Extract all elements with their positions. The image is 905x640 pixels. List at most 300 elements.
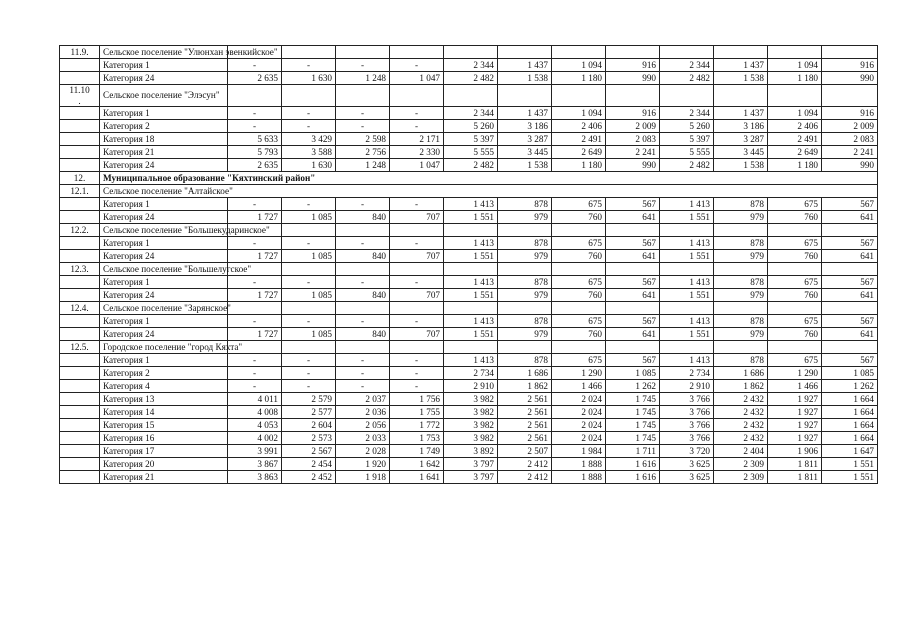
row-code-cell xyxy=(60,276,100,289)
value-cell: 2 910 xyxy=(444,380,498,393)
value-cell: 979 xyxy=(498,250,552,263)
empty-cell xyxy=(390,341,444,354)
value-cell: 675 xyxy=(552,237,606,250)
value-cell: 760 xyxy=(552,328,606,341)
value-cell: 1 755 xyxy=(390,406,444,419)
row-code-cell: 11.9. xyxy=(60,46,100,59)
value-cell: 1 927 xyxy=(768,419,822,432)
value-cell: - xyxy=(228,315,282,328)
value-cell: 2 635 xyxy=(228,72,282,85)
value-cell: 1 551 xyxy=(660,328,714,341)
empty-cell xyxy=(606,302,660,315)
value-cell: 1 927 xyxy=(768,432,822,445)
value-cell: - xyxy=(282,380,336,393)
value-cell: 3 766 xyxy=(660,432,714,445)
value-cell: 641 xyxy=(822,211,878,224)
row-name-cell: Сельское поселение "Элэсун" xyxy=(100,85,228,107)
value-cell: 2 344 xyxy=(444,107,498,120)
row-code-cell xyxy=(60,72,100,85)
empty-cell xyxy=(282,302,336,315)
value-cell: 1 551 xyxy=(660,211,714,224)
value-cell: 567 xyxy=(822,315,878,328)
value-cell: - xyxy=(282,276,336,289)
row-code-cell: 12. xyxy=(60,172,100,185)
value-cell: 2 573 xyxy=(282,432,336,445)
value-cell: 567 xyxy=(606,198,660,211)
empty-cell xyxy=(498,263,552,276)
value-cell: 1 727 xyxy=(228,250,282,263)
row-name-cell: Сельское поселение "Улюнхан эвенкийское" xyxy=(100,46,228,59)
section-row xyxy=(60,85,878,107)
empty-cell xyxy=(660,302,714,315)
value-cell: - xyxy=(228,59,282,72)
empty-cell xyxy=(444,263,498,276)
value-cell: 567 xyxy=(822,237,878,250)
value-cell: 2 482 xyxy=(660,159,714,172)
value-cell: 2 452 xyxy=(282,471,336,484)
table-row xyxy=(60,471,878,484)
value-cell: 1 888 xyxy=(552,471,606,484)
value-cell: 3 982 xyxy=(444,393,498,406)
value-cell: 567 xyxy=(822,198,878,211)
row-name-cell: Сельское поселение "Большекударинское" xyxy=(100,224,228,237)
value-cell: 878 xyxy=(714,315,768,328)
value-cell: - xyxy=(390,380,444,393)
value-cell: 979 xyxy=(498,328,552,341)
empty-cell xyxy=(552,341,606,354)
value-cell: 1 413 xyxy=(444,276,498,289)
value-cell: 1 862 xyxy=(498,380,552,393)
value-cell: 2 507 xyxy=(498,445,552,458)
value-cell: - xyxy=(336,237,390,250)
value-cell: 1 413 xyxy=(660,276,714,289)
empty-cell xyxy=(498,85,552,107)
value-cell: 1 616 xyxy=(606,458,660,471)
value-cell: 1 094 xyxy=(552,107,606,120)
value-cell: 1 413 xyxy=(660,237,714,250)
value-cell: 1 888 xyxy=(552,458,606,471)
empty-cell xyxy=(768,85,822,107)
value-cell: 2 083 xyxy=(822,133,878,146)
value-cell: 3 445 xyxy=(498,146,552,159)
section-row xyxy=(60,302,878,315)
value-cell: 675 xyxy=(552,354,606,367)
value-cell: 1 094 xyxy=(768,107,822,120)
value-cell: 878 xyxy=(498,198,552,211)
value-cell: - xyxy=(282,59,336,72)
row-code-cell xyxy=(60,380,100,393)
row-name-cell: Категория 24 xyxy=(100,211,228,224)
value-cell: 1 047 xyxy=(390,159,444,172)
value-cell: 1 745 xyxy=(606,432,660,445)
table-row xyxy=(60,107,878,120)
value-cell: 760 xyxy=(552,250,606,263)
value-cell: 1 538 xyxy=(714,72,768,85)
empty-cell xyxy=(390,263,444,276)
empty-cell xyxy=(606,224,660,237)
empty-cell xyxy=(444,85,498,107)
empty-cell xyxy=(444,341,498,354)
value-cell: - xyxy=(390,107,444,120)
value-cell: 2 432 xyxy=(714,393,768,406)
row-code-cell xyxy=(60,432,100,445)
value-cell: 1 085 xyxy=(822,367,878,380)
empty-cell xyxy=(822,263,878,276)
value-cell: 2 056 xyxy=(336,419,390,432)
value-cell: 1 862 xyxy=(714,380,768,393)
value-cell: 4 002 xyxy=(228,432,282,445)
value-cell: 1 727 xyxy=(228,328,282,341)
value-cell: 675 xyxy=(552,315,606,328)
row-name-cell: Категория 16 xyxy=(100,432,228,445)
value-cell: 3 429 xyxy=(282,133,336,146)
row-code-cell: 12.2. xyxy=(60,224,100,237)
value-cell: 641 xyxy=(822,250,878,263)
value-cell: 1 664 xyxy=(822,406,878,419)
value-cell: 2 033 xyxy=(336,432,390,445)
value-cell: 567 xyxy=(822,276,878,289)
value-cell: 1 248 xyxy=(336,159,390,172)
value-cell: 1 551 xyxy=(822,458,878,471)
value-cell: 1 094 xyxy=(768,59,822,72)
value-cell: 1 180 xyxy=(552,72,606,85)
empty-cell xyxy=(282,224,336,237)
empty-cell xyxy=(768,224,822,237)
value-cell: - xyxy=(390,237,444,250)
empty-cell xyxy=(822,224,878,237)
value-cell: 675 xyxy=(768,237,822,250)
value-cell: 878 xyxy=(714,354,768,367)
value-cell: 2 756 xyxy=(336,146,390,159)
value-cell: 2 406 xyxy=(552,120,606,133)
row-code-cell xyxy=(60,406,100,419)
value-cell: 1 551 xyxy=(444,328,498,341)
value-cell: 2 604 xyxy=(282,419,336,432)
row-code-cell xyxy=(60,133,100,146)
value-cell: 2 344 xyxy=(660,107,714,120)
value-cell: 1 538 xyxy=(498,72,552,85)
value-cell: 675 xyxy=(768,315,822,328)
value-cell: 641 xyxy=(822,328,878,341)
value-cell: 760 xyxy=(768,328,822,341)
empty-cell xyxy=(660,46,714,59)
table-row xyxy=(60,458,878,471)
value-cell: 979 xyxy=(714,211,768,224)
value-cell: - xyxy=(282,237,336,250)
value-cell: - xyxy=(282,315,336,328)
row-code-cell: 12.1. xyxy=(60,185,100,198)
value-cell: 2 577 xyxy=(282,406,336,419)
empty-cell xyxy=(498,46,552,59)
value-cell: 1 918 xyxy=(336,471,390,484)
value-cell: 3 797 xyxy=(444,458,498,471)
value-cell: 2 598 xyxy=(336,133,390,146)
value-cell: 641 xyxy=(606,250,660,263)
empty-cell xyxy=(282,46,336,59)
table-row xyxy=(60,445,878,458)
row-name-cell: Категория 1 xyxy=(100,276,228,289)
empty-cell xyxy=(660,85,714,107)
value-cell: 979 xyxy=(714,328,768,341)
empty-cell xyxy=(336,46,390,59)
value-cell: 675 xyxy=(768,198,822,211)
value-cell: 5 793 xyxy=(228,146,282,159)
value-cell: - xyxy=(228,107,282,120)
row-name-cell: Категория 1 xyxy=(100,237,228,250)
value-cell: 1 727 xyxy=(228,211,282,224)
value-cell: 1 262 xyxy=(606,380,660,393)
value-cell: 840 xyxy=(336,328,390,341)
value-cell: - xyxy=(390,120,444,133)
value-cell: 2 491 xyxy=(768,133,822,146)
row-code-cell xyxy=(60,59,100,72)
value-cell: 1 745 xyxy=(606,393,660,406)
value-cell: - xyxy=(390,59,444,72)
value-cell: 3 982 xyxy=(444,432,498,445)
row-code-cell xyxy=(60,120,100,133)
row-name-cell: Категория 14 xyxy=(100,406,228,419)
row-name-cell: Категория 21 xyxy=(100,471,228,484)
value-cell: 3 766 xyxy=(660,419,714,432)
row-code-cell xyxy=(60,211,100,224)
row-code-cell xyxy=(60,198,100,211)
value-cell: 1 641 xyxy=(390,471,444,484)
value-cell: 2 241 xyxy=(606,146,660,159)
value-cell: 1 290 xyxy=(552,367,606,380)
value-cell: 760 xyxy=(768,250,822,263)
value-cell: 3 186 xyxy=(714,120,768,133)
value-cell: 990 xyxy=(822,72,878,85)
empty-cell xyxy=(498,341,552,354)
empty-cell xyxy=(714,263,768,276)
value-cell: 4 053 xyxy=(228,419,282,432)
value-cell: 1 745 xyxy=(606,419,660,432)
value-cell: 2 482 xyxy=(660,72,714,85)
value-cell: 567 xyxy=(822,354,878,367)
row-name-cell: Категория 13 xyxy=(100,393,228,406)
value-cell: 2 009 xyxy=(606,120,660,133)
value-cell: 1 085 xyxy=(282,250,336,263)
value-cell: 2 910 xyxy=(660,380,714,393)
value-cell: 707 xyxy=(390,328,444,341)
value-cell: 916 xyxy=(606,59,660,72)
empty-cell xyxy=(606,85,660,107)
empty-cell xyxy=(660,263,714,276)
value-cell: 1 538 xyxy=(714,159,768,172)
value-cell: - xyxy=(228,354,282,367)
value-cell: - xyxy=(336,315,390,328)
value-cell: 1 047 xyxy=(390,72,444,85)
value-cell: 1 745 xyxy=(606,406,660,419)
value-cell: 2 482 xyxy=(444,159,498,172)
row-code-cell: 11.10 . xyxy=(60,85,100,107)
value-cell: 1 811 xyxy=(768,458,822,471)
value-cell: - xyxy=(336,198,390,211)
value-cell: - xyxy=(390,276,444,289)
row-name-cell: Категория 2 xyxy=(100,367,228,380)
row-name-cell: Категория 15 xyxy=(100,419,228,432)
row-name-cell: Сельское поселение "Зарянское" xyxy=(100,302,228,315)
table-row xyxy=(60,146,878,159)
row-name-cell: Категория 1 xyxy=(100,315,228,328)
value-cell: 1 413 xyxy=(660,354,714,367)
value-cell: 707 xyxy=(390,211,444,224)
value-cell: 567 xyxy=(606,354,660,367)
empty-cell xyxy=(552,302,606,315)
empty-cell xyxy=(444,46,498,59)
value-cell: - xyxy=(228,380,282,393)
value-cell: 1 630 xyxy=(282,72,336,85)
empty-cell xyxy=(498,302,552,315)
value-cell: 1 413 xyxy=(444,237,498,250)
value-cell: 5 260 xyxy=(660,120,714,133)
row-code-cell: 12.4. xyxy=(60,302,100,315)
value-cell: 1 180 xyxy=(768,159,822,172)
section-row xyxy=(60,172,878,185)
empty-cell xyxy=(390,224,444,237)
value-cell: 675 xyxy=(552,198,606,211)
row-name-cell: Категория 1 xyxy=(100,198,228,211)
value-cell: 1 437 xyxy=(714,59,768,72)
value-cell: - xyxy=(282,354,336,367)
empty-cell xyxy=(336,302,390,315)
value-cell: 1 437 xyxy=(714,107,768,120)
value-cell: 2 024 xyxy=(552,406,606,419)
value-cell: 1 753 xyxy=(390,432,444,445)
row-name-cell: Категория 1 xyxy=(100,107,228,120)
row-name-cell: Категория 4 xyxy=(100,380,228,393)
value-cell: 4 008 xyxy=(228,406,282,419)
value-cell: 2 028 xyxy=(336,445,390,458)
empty-cell xyxy=(552,263,606,276)
table-row xyxy=(60,276,878,289)
row-name-cell: Категория 24 xyxy=(100,250,228,263)
value-cell: - xyxy=(336,59,390,72)
row-name-cell: Городское поселение "город Кяхта" xyxy=(100,341,228,354)
value-cell: - xyxy=(336,367,390,380)
value-cell: 1 551 xyxy=(822,471,878,484)
value-cell: 1 664 xyxy=(822,432,878,445)
empty-cell xyxy=(606,46,660,59)
value-cell: 675 xyxy=(768,354,822,367)
value-cell: 1 538 xyxy=(498,159,552,172)
table-row xyxy=(60,198,878,211)
value-cell: 1 290 xyxy=(768,367,822,380)
table-row xyxy=(60,419,878,432)
value-cell: 1 085 xyxy=(282,211,336,224)
row-code-cell xyxy=(60,393,100,406)
value-cell: 990 xyxy=(822,159,878,172)
value-cell: - xyxy=(336,354,390,367)
empty-cell xyxy=(390,85,444,107)
value-cell: 1 437 xyxy=(498,59,552,72)
empty-cell xyxy=(714,302,768,315)
value-cell: 675 xyxy=(768,276,822,289)
empty-cell xyxy=(336,85,390,107)
value-cell: 3 186 xyxy=(498,120,552,133)
row-code-cell xyxy=(60,445,100,458)
value-cell: 916 xyxy=(822,107,878,120)
value-cell: 1 630 xyxy=(282,159,336,172)
row-name-cell: Категория 18 xyxy=(100,133,228,146)
table-row xyxy=(60,159,878,172)
empty-cell xyxy=(390,46,444,59)
value-cell: 2 406 xyxy=(768,120,822,133)
value-cell: 3 766 xyxy=(660,406,714,419)
value-cell: 878 xyxy=(498,354,552,367)
value-cell: 1 642 xyxy=(390,458,444,471)
row-name-cell: Категория 17 xyxy=(100,445,228,458)
value-cell: 1 551 xyxy=(444,289,498,302)
value-cell: 990 xyxy=(606,159,660,172)
table-row xyxy=(60,380,878,393)
value-cell: 1 085 xyxy=(282,328,336,341)
table-row xyxy=(60,354,878,367)
value-cell: 2 037 xyxy=(336,393,390,406)
value-cell: 1 413 xyxy=(444,315,498,328)
empty-cell xyxy=(660,224,714,237)
value-cell: 1 413 xyxy=(660,315,714,328)
value-cell: 840 xyxy=(336,289,390,302)
empty-cell xyxy=(336,341,390,354)
value-cell: 3 625 xyxy=(660,458,714,471)
table-row xyxy=(60,120,878,133)
value-cell: 1 551 xyxy=(660,289,714,302)
empty-cell xyxy=(714,224,768,237)
section-row xyxy=(60,46,878,59)
value-cell: 2 432 xyxy=(714,419,768,432)
row-name-cell: Муниципальное образование "Кяхтинский район" xyxy=(100,172,878,185)
value-cell: 2 734 xyxy=(660,367,714,380)
empty-cell xyxy=(228,302,282,315)
section-row xyxy=(60,185,878,198)
table-row xyxy=(60,432,878,445)
value-cell: - xyxy=(390,354,444,367)
value-cell: 916 xyxy=(822,59,878,72)
row-name-cell: Категория 1 xyxy=(100,59,228,72)
value-cell: 1 413 xyxy=(444,354,498,367)
value-cell: - xyxy=(228,198,282,211)
empty-cell xyxy=(282,263,336,276)
value-cell: 4 011 xyxy=(228,393,282,406)
empty-cell xyxy=(336,224,390,237)
value-cell: 878 xyxy=(714,237,768,250)
value-cell: 1 180 xyxy=(768,72,822,85)
empty-cell xyxy=(768,46,822,59)
value-cell: 1 437 xyxy=(498,107,552,120)
value-cell: 641 xyxy=(606,289,660,302)
row-name-cell: Сельское поселение "Алтайское" xyxy=(100,185,878,198)
value-cell: - xyxy=(336,380,390,393)
value-cell: 707 xyxy=(390,289,444,302)
value-cell: 641 xyxy=(606,328,660,341)
value-cell: 1 920 xyxy=(336,458,390,471)
value-cell: - xyxy=(390,198,444,211)
value-cell: 5 555 xyxy=(444,146,498,159)
value-cell: 2 344 xyxy=(660,59,714,72)
value-cell: 840 xyxy=(336,250,390,263)
value-cell: - xyxy=(336,276,390,289)
empty-cell xyxy=(282,85,336,107)
value-cell: 878 xyxy=(714,198,768,211)
value-cell: 5 555 xyxy=(660,146,714,159)
value-cell: 1 664 xyxy=(822,419,878,432)
value-cell: 1 647 xyxy=(822,445,878,458)
value-cell: - xyxy=(228,276,282,289)
value-cell: 567 xyxy=(606,237,660,250)
value-cell: 3 892 xyxy=(444,445,498,458)
value-cell: 2 482 xyxy=(444,72,498,85)
